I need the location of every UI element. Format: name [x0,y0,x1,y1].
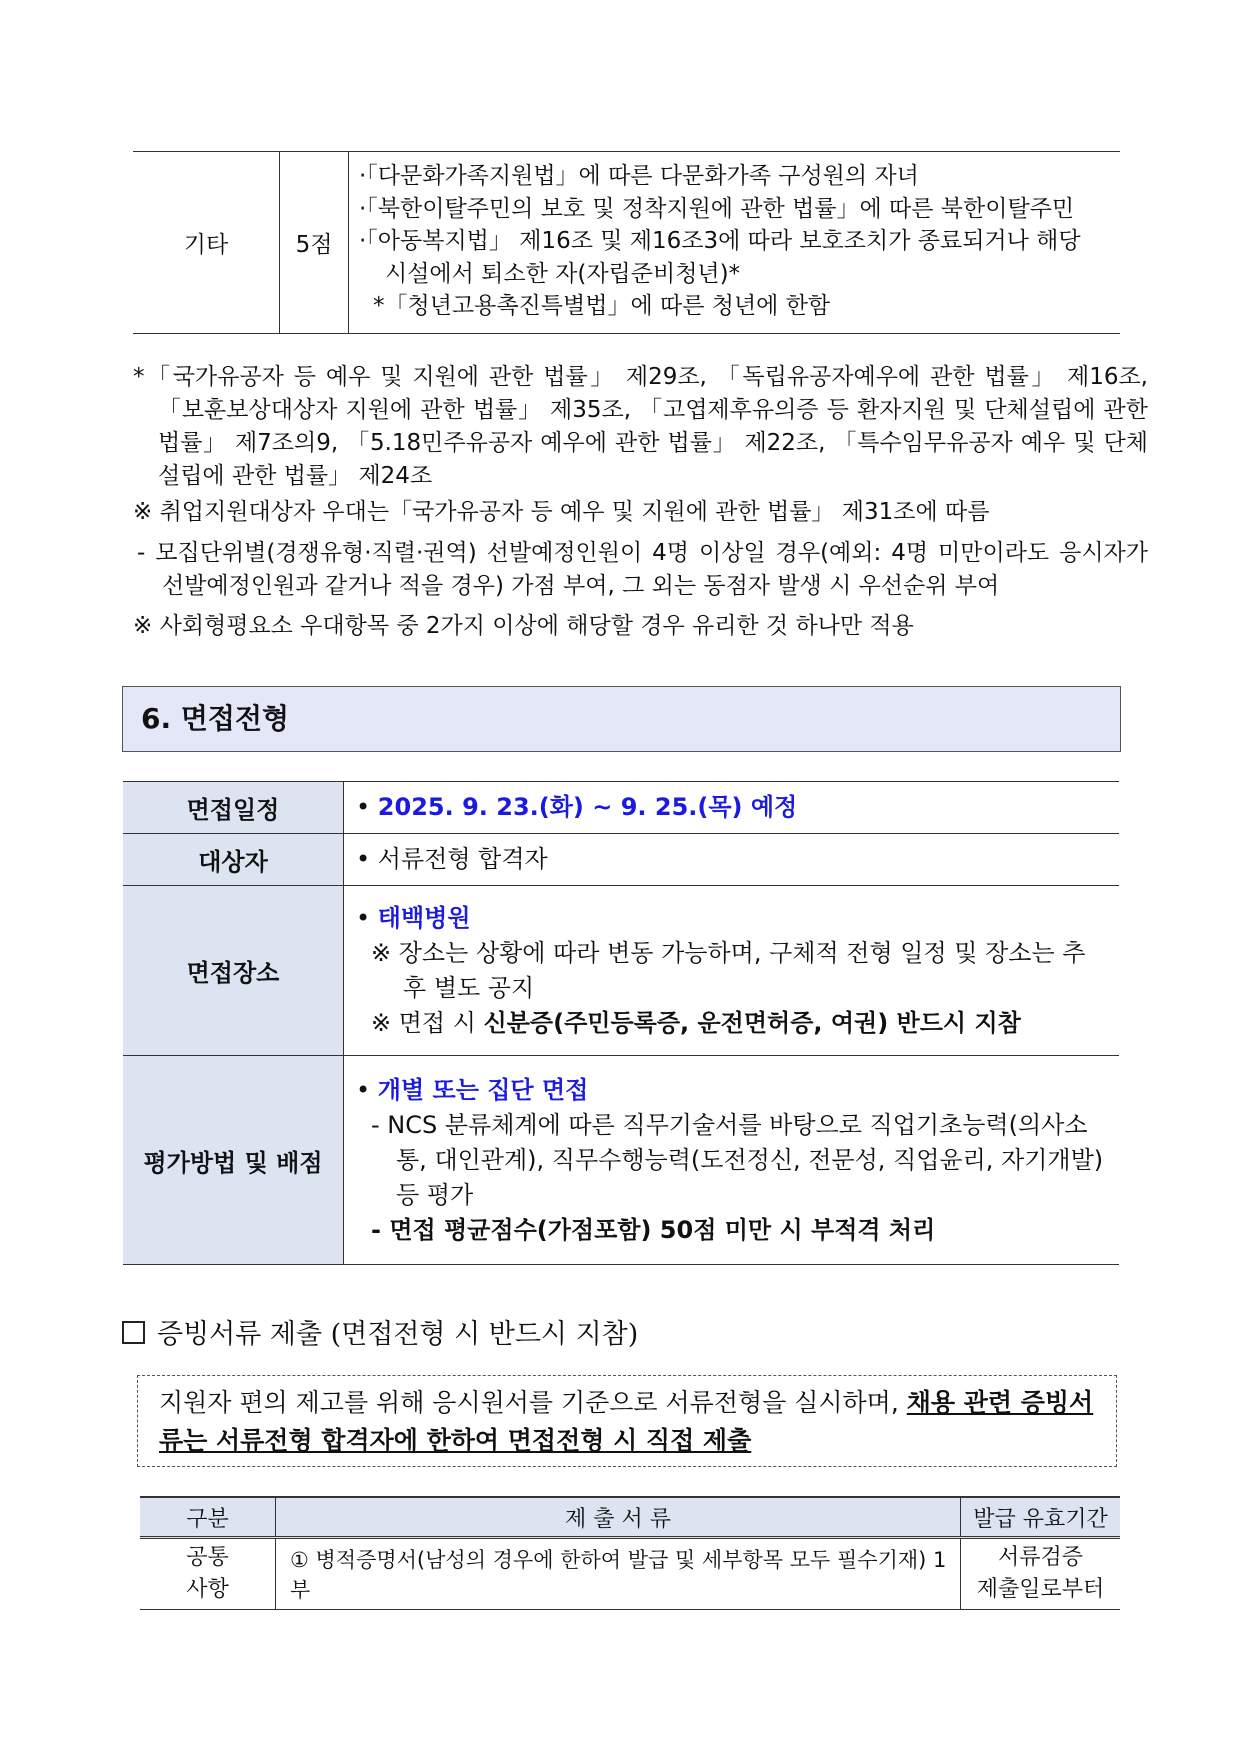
table-row [133,152,1120,334]
list-item-note: *「청년고용촉진특별법」에 따른 청년에 한함 [373,293,831,319]
list-item: ·「다문화가족지원법」에 따른 다문화가족 구성원의 자녀 [359,163,919,189]
method-detail: - NCS 분류체계에 따른 직무기술서를 바탕으로 직업기초능력(의사소통, 대인관계), 직무수행능력(도전정신, 전문성, 직업윤리, 자기개발) 등 평가 [371,1110,1104,1209]
method-value: 개별 또는 집단 면접 [377,1075,589,1104]
bonus-rule-note: - 모집단위별(경쟁유형·직렬·권역) 선발예정인원이 4명 이상일 경우(예외: 4명 미만이라도 응시자가 선발예정인원과 같거나 적을 경우) 가점 부여, 그 외는 동점자 발생 시 우선순위 부여 [137,540,1148,599]
location-note: ※ 장소는 상황에 따라 변동 가능하며, 구체적 전형 일정 및 장소는 추후 별도 공지 [371,938,1086,1002]
header-documents: 제 출 서 류 [276,1497,961,1538]
notice-bold: 채용 관련 증빙서류는 서류전형 합격자에 한하여 면접전형 시 직접 제출 [159,1388,1094,1455]
employment-support-note: ※ 취업지원대상자 우대는「국가유공자 등 예우 및 지원에 관한 법률」 제31조에 따름 [133,499,990,525]
method-label: 평가방법 및 배점 [123,1056,344,1265]
row-document: ① 병적증명서(남성의 경우에 한하여 발급 및 세부항목 모두 필수기재) 1부 [276,1538,961,1610]
header-category: 구분 [140,1497,276,1538]
eligibility-table [133,151,1120,334]
id-note-prefix: ※ 면접 시 [371,1008,484,1037]
location-value: 태백병원 [377,903,471,932]
items-cell [349,152,1121,334]
checkbox-square-icon [122,1321,145,1344]
section-title: 6. 면접전형 [122,686,1121,752]
location-label: 면접장소 [123,886,344,1056]
list-item: ·「아동복지법」 제16조 및 제16조3에 따라 보호조치가 종료되거나 해당 [359,228,1081,254]
target-cell: • 서류전형 합격자 [344,834,1120,886]
docs-title [122,1312,638,1351]
header-validity: 발급 유효기간 [961,1497,1121,1538]
table-header-row [140,1497,1120,1538]
table-row [140,1538,1120,1610]
category-cell: 기타 [183,231,229,258]
table-row [123,1056,1119,1265]
docs-title-text: 증빙서류 제출 (면접전형 시 반드시 지참) [157,1319,639,1350]
method-cell: • 개별 또는 집단 면접 - NCS 분류체계에 따른 직무기술서를 바탕으로 직업기초능력(의사소통, 대인관계), 직무수행능력(도전정신, 전문성, 직업윤리, 자기개발) 등 평가 - 면접 평균점수(가점포함) 50점 미만 시 부적격 처리 [344,1056,1120,1265]
social-rule-note: ※ 사회형평요소 우대항목 중 2가지 이상에 해당할 경우 유리한 것 하나만 적용 [133,613,914,639]
location-cell: • 태백병원 ※ 장소는 상황에 따라 변동 가능하며, 구체적 전형 일정 및 장소는 추후 별도 공지 ※ 면접 시 신분증(주민등록증, 운전면허증, 여권) 반드시 지참 [344,886,1120,1056]
table-row [123,834,1119,886]
notice-plain: 지원자 편의 제고를 위해 응시원서를 기준으로 서류전형을 실시하며, [159,1388,907,1417]
docs-notice [137,1375,1117,1467]
id-note-bold: 신분증(주민등록증, 운전면허증, 여권) 반드시 지참 [483,1008,1021,1037]
list-item: 시설에서 퇴소한 자(자립준비청년)* [385,260,741,287]
schedule-cell: • 2025. 9. 23.(화) ~ 9. 25.(목) 예정 [344,782,1120,834]
documents-table [140,1496,1120,1610]
row-category: 공통 사항 [186,1545,229,1602]
list-item: ·「북한이탈주민의 보호 및 정착지원에 관한 법률」에 따른 북한이탈주민 [359,195,1075,222]
interview-table [123,781,1119,1265]
score-cell: 5점 [280,152,349,334]
schedule-label: 면접일정 [123,782,344,834]
method-fail: - 면접 평균점수(가점포함) 50점 미만 시 부적격 처리 [371,1215,936,1244]
row-validity: 서류검증 제출일로부터 [961,1538,1121,1610]
laws-footnote: *「국가유공자 등 예우 및 지원에 관한 법률」 제29조, 「독립유공자예우에 관한 법률」 제16조, 「보훈보상대상자 지원에 관한 법률」 제35조, 「고엽제후유의증 등 환자지원 및 단체설립에 관한 법률」 제7조의9, 「5.18민주유공자 예우에 관한 법률」 제22조, 「특수임무유공자 예우 및 단체 설립에 관한 법률」 제24조 [133,364,1148,489]
table-row [123,886,1119,1056]
table-row [123,782,1119,834]
id-note [356,1006,1107,1041]
schedule-value: 2025. 9. 23.(화) ~ 9. 25.(목) 예정 [377,793,798,821]
target-label: 대상자 [123,834,344,886]
target-value: 서류전형 합격자 [377,845,548,873]
